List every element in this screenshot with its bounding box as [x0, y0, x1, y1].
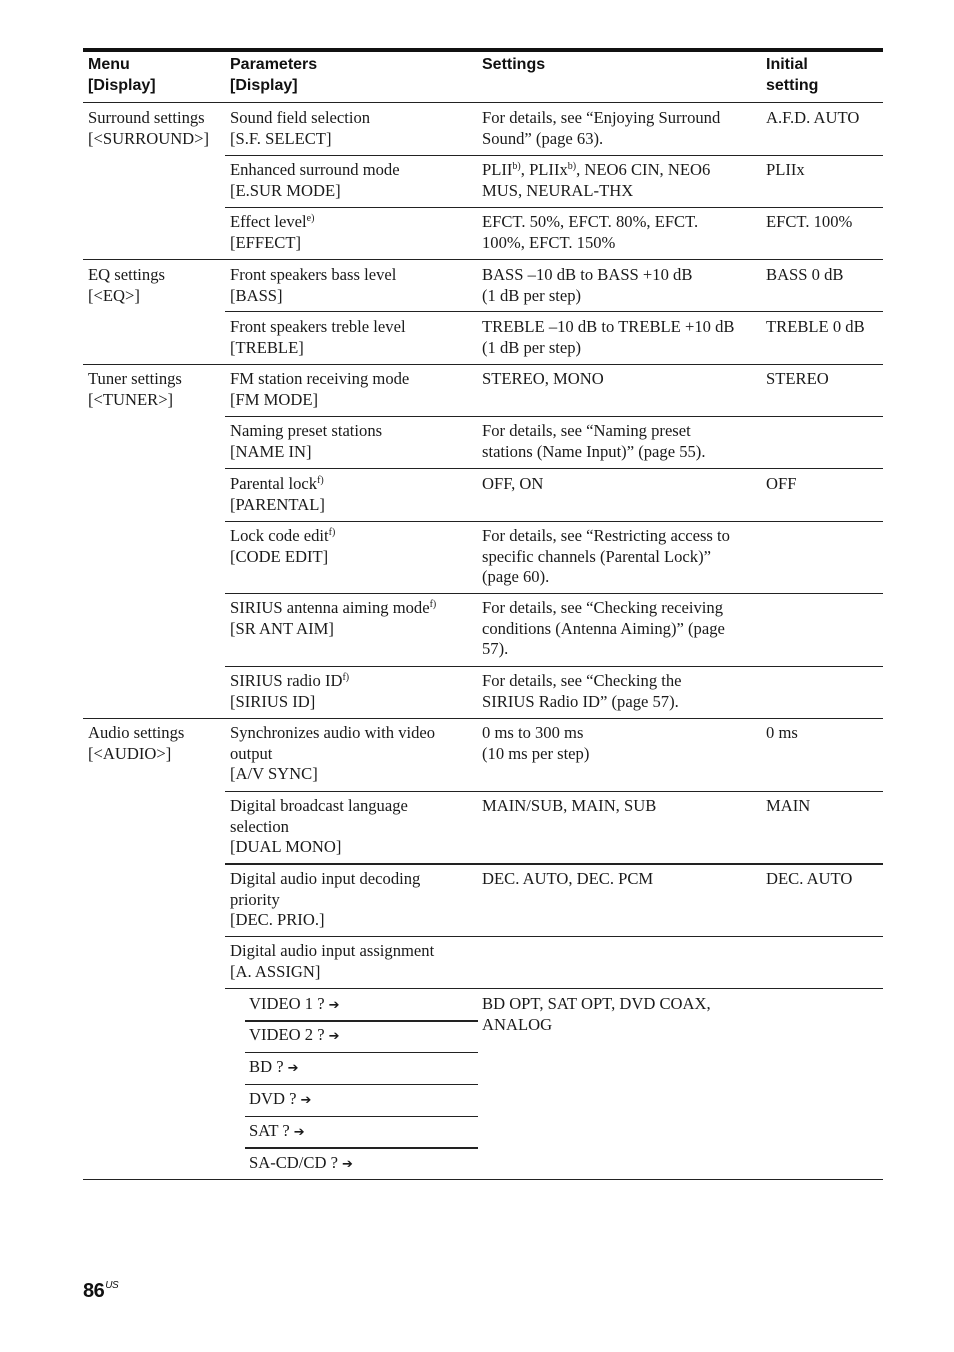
param-name: Digital audio input assignment: [230, 941, 435, 960]
param-display: [SIRIUS ID]: [230, 691, 316, 711]
settings-line: Sound” (page 63).: [482, 128, 604, 148]
param-cell: [230, 941, 434, 982]
initial-value: DEC. AUTO: [766, 869, 853, 888]
initial-value: EFCT. 100%: [766, 212, 853, 231]
row-rule: [225, 988, 883, 989]
footnote-mark: f): [429, 599, 437, 610]
settings-line: For details, see “Checking receiving: [482, 598, 723, 617]
settings-cell: [482, 723, 589, 764]
settings-cell: [482, 474, 543, 495]
param-name: Digital audio input decoding: [230, 869, 421, 888]
settings-line: conditions (Antenna Aiming)” (page: [482, 618, 725, 638]
param-name: Front speakers treble level: [230, 317, 406, 336]
param-text: Parental lock: [230, 474, 318, 493]
param-cell: [230, 869, 420, 931]
header-settings-label: Settings: [482, 56, 546, 73]
assign-item-video2: [249, 1025, 339, 1047]
group-rule: [83, 259, 883, 260]
param-cell: [230, 212, 314, 253]
menu-name: EQ settings: [88, 265, 165, 284]
row-rule: [225, 593, 883, 594]
assign-item-bd: [249, 1057, 298, 1079]
settings-line: EFCT. 50%, EFCT. 80%, EFCT.: [482, 212, 699, 231]
initial-cell: [766, 160, 805, 181]
initial-cell: [766, 212, 852, 233]
sub-rule: [245, 1147, 478, 1149]
row-rule: [225, 936, 883, 937]
arrow-right-icon: ➔: [293, 1125, 305, 1140]
sub-rule: [245, 1020, 478, 1022]
initial-value: MAIN: [766, 796, 811, 815]
assign-settings-cell: [482, 994, 711, 1035]
footnote-mark: b): [512, 161, 521, 172]
settings-line: (page 60).: [482, 567, 550, 586]
arrow-right-icon: ➔: [300, 1093, 312, 1108]
initial-cell: [766, 108, 859, 129]
header-settings: [482, 54, 545, 75]
settings-cell: [482, 108, 720, 149]
menu-name: Tuner settings: [88, 369, 182, 388]
assign-item-label: SAT ?: [249, 1121, 290, 1140]
param-text: Effect level: [230, 212, 307, 231]
header-initial: [766, 54, 818, 96]
param-display: [EFFECT]: [230, 232, 301, 252]
param-name: [230, 598, 436, 619]
initial-value: STEREO: [766, 369, 829, 388]
footnote-mark: f): [317, 475, 324, 486]
header-parameters: [230, 54, 317, 96]
settings-cell: [482, 160, 710, 201]
arrow-right-icon: ➔: [287, 1061, 299, 1076]
assign-item-sat: [249, 1121, 305, 1143]
param-display: [DEC. PRIO.]: [230, 910, 325, 929]
param-name: Digital broadcast language: [230, 796, 408, 815]
settings-text: , PLIIx: [520, 160, 568, 179]
header-initial-label: Initial: [766, 56, 808, 73]
initial-cell: [766, 369, 829, 390]
row-rule: [225, 791, 883, 792]
param-name: [230, 671, 349, 692]
param-cell: [230, 474, 325, 515]
settings-line: specific channels (Parental Lock)”: [482, 546, 711, 566]
param-cell: [230, 317, 406, 358]
param-name: Enhanced surround mode: [230, 160, 400, 179]
param-name: priority: [230, 889, 280, 909]
param-display: [FM MODE]: [230, 389, 319, 409]
menu-cell-audio: [88, 723, 184, 764]
settings-line: SIRIUS Radio ID” (page 57).: [482, 691, 679, 711]
param-display: [CODE EDIT]: [230, 546, 329, 566]
header-menu: [88, 54, 156, 96]
initial-cell: [766, 317, 865, 338]
settings-cell: [482, 265, 692, 306]
settings-cell: [482, 317, 734, 358]
row-rule: [225, 416, 883, 417]
settings-line: OFF, ON: [482, 474, 544, 493]
param-name: selection: [230, 816, 289, 836]
initial-value: TREBLE 0 dB: [766, 317, 865, 336]
param-display: [A. ASSIGN]: [230, 961, 321, 981]
arrow-right-icon: ➔: [328, 1029, 340, 1044]
settings-line: 0 ms to 300 ms: [482, 723, 584, 742]
group-rule: [83, 718, 883, 719]
settings-line: BASS –10 dB to BASS +10 dB: [482, 265, 693, 284]
initial-cell: [766, 723, 798, 744]
table-bottom-rule: [83, 1179, 883, 1180]
param-cell: [230, 671, 349, 712]
settings-line: DEC. AUTO, DEC. PCM: [482, 869, 654, 888]
param-text: SIRIUS radio ID: [230, 671, 343, 690]
param-name: [230, 474, 325, 495]
settings-line: For details, see “Enjoying Surround: [482, 108, 721, 127]
param-display: [TREBLE]: [230, 337, 304, 357]
initial-value: PLIIx: [766, 160, 805, 179]
footnote-mark: b): [567, 161, 577, 172]
header-parameters-label: Parameters: [230, 56, 318, 73]
menu-cell-eq: [88, 265, 165, 306]
settings-line: 100%, EFCT. 150%: [482, 232, 616, 252]
param-display: [A/V SYNC]: [230, 764, 318, 783]
settings-cell: [482, 212, 698, 253]
assign-item-label: VIDEO 2 ?: [249, 1025, 325, 1044]
initial-cell: [766, 265, 843, 286]
menu-cell-tuner: [88, 369, 182, 410]
assign-item-label: DVD ?: [249, 1089, 297, 1108]
initial-value: 0 ms: [766, 723, 798, 742]
arrow-right-icon: ➔: [341, 1157, 353, 1172]
settings-line: For details, see “Restricting access to: [482, 526, 730, 545]
param-display: [BASS]: [230, 285, 283, 305]
settings-line: (1 dB per step): [482, 285, 582, 305]
initial-cell: [766, 869, 852, 890]
header-initial-label-2: setting: [766, 77, 819, 94]
param-text: Lock code edit: [230, 526, 329, 545]
param-name: Front speakers bass level: [230, 265, 397, 284]
assign-item-dvd: [249, 1089, 311, 1111]
settings-line: MAIN/SUB, MAIN, SUB: [482, 796, 657, 815]
menu-name: Surround settings: [88, 108, 205, 127]
initial-value: A.F.D. AUTO: [766, 108, 860, 127]
row-rule: [225, 666, 883, 667]
assign-item-sacd: [249, 1153, 353, 1175]
settings-line: TREBLE –10 dB to TREBLE +10 dB: [482, 317, 735, 336]
header-menu-display: [Display]: [88, 77, 156, 94]
settings-line: [482, 160, 710, 181]
menu-cell-surround: [88, 108, 209, 149]
settings-line: BD OPT, SAT OPT, DVD COAX,: [482, 994, 711, 1013]
menu-display: [<SURROUND>]: [88, 128, 210, 148]
settings-line: stations (Name Input)” (page 55).: [482, 441, 706, 461]
assign-item-label: SA-CD/CD ?: [249, 1153, 338, 1172]
settings-cell: [482, 421, 705, 462]
param-name: Synchronizes audio with video: [230, 723, 436, 742]
initial-value: BASS 0 dB: [766, 265, 844, 284]
settings-cell: [482, 369, 604, 390]
header-menu-label: Menu: [88, 56, 130, 73]
settings-line: ANALOG: [482, 1014, 553, 1034]
param-name: [230, 212, 314, 233]
sub-rule: [245, 1084, 478, 1085]
param-cell: [230, 108, 370, 149]
param-cell: [230, 160, 400, 201]
assign-item-label: BD ?: [249, 1057, 284, 1076]
param-cell: [230, 369, 409, 410]
page-number-value: 86: [83, 1280, 105, 1302]
initial-cell: [766, 474, 796, 495]
row-rule: [225, 207, 883, 208]
settings-cell: [482, 526, 730, 588]
row-rule: [225, 468, 883, 469]
param-display: [E.SUR MODE]: [230, 180, 341, 200]
param-name: output: [230, 743, 273, 763]
settings-text: , NEO6 CIN, NEO6: [576, 160, 711, 179]
sub-rule: [245, 1116, 478, 1117]
param-name: Sound field selection: [230, 108, 371, 127]
group-rule: [83, 364, 883, 365]
menu-display: [<AUDIO>]: [88, 743, 172, 763]
row-rule: [225, 863, 883, 865]
param-name: [230, 526, 335, 547]
menu-name: Audio settings: [88, 723, 185, 742]
settings-line: For details, see “Naming preset: [482, 421, 691, 440]
settings-line: (10 ms per step): [482, 743, 590, 763]
param-cell: [230, 796, 408, 858]
settings-cell: [482, 671, 682, 712]
sub-rule: [245, 1052, 478, 1053]
settings-line: MUS, NEURAL-THX: [482, 180, 634, 200]
settings-cell: [482, 796, 656, 817]
param-cell: [230, 265, 396, 306]
assign-item-label: VIDEO 1 ?: [249, 994, 325, 1013]
param-name: Naming preset stations: [230, 421, 383, 440]
arrow-right-icon: ➔: [328, 998, 340, 1013]
menu-display: [<EQ>]: [88, 285, 140, 305]
header-parameters-display: [Display]: [230, 77, 298, 94]
settings-line: STEREO, MONO: [482, 369, 604, 388]
settings-text: PLII: [482, 160, 513, 179]
param-cell: [230, 526, 335, 567]
settings-line: 57).: [482, 639, 509, 658]
param-cell: [230, 421, 382, 462]
param-cell: [230, 723, 435, 785]
param-display: [NAME IN]: [230, 441, 312, 461]
initial-value: OFF: [766, 474, 797, 493]
settings-cell: [482, 598, 725, 660]
param-name: FM station receiving mode: [230, 369, 410, 388]
param-text: SIRIUS antenna aiming mode: [230, 598, 430, 617]
table-top-rule: [83, 48, 883, 52]
menu-display: [<TUNER>]: [88, 389, 174, 409]
footnote-mark: f): [328, 527, 336, 538]
page-region-suffix: US: [105, 1280, 119, 1291]
page-number: [83, 1280, 118, 1303]
row-rule: [225, 521, 883, 522]
footnote-mark: e): [306, 213, 315, 224]
initial-cell: [766, 796, 810, 817]
param-display: [DUAL MONO]: [230, 837, 342, 856]
footnote-mark: f): [342, 672, 350, 683]
settings-line: For details, see “Checking the: [482, 671, 682, 690]
param-display: [SR ANT AIM]: [230, 618, 334, 638]
settings-cell: [482, 869, 653, 890]
param-display: [S.F. SELECT]: [230, 128, 332, 148]
param-display: [PARENTAL]: [230, 494, 325, 514]
param-cell: [230, 598, 436, 639]
row-rule: [225, 155, 883, 156]
settings-line: (1 dB per step): [482, 337, 582, 357]
header-rule: [83, 102, 883, 103]
assign-item-video1: [249, 994, 339, 1016]
row-rule: [225, 311, 883, 312]
